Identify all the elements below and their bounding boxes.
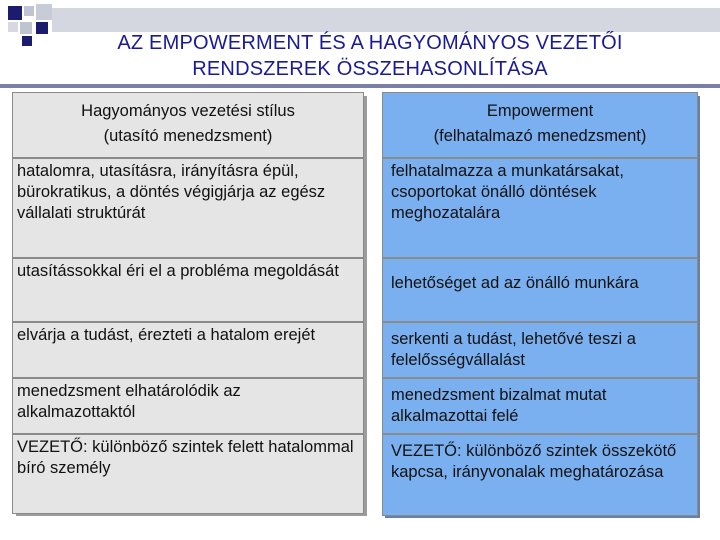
left-column-header [12,92,364,158]
slide-title-line1: AZ EMPOWERMENT ÉS A HAGYOMÁNYOS VEZETŐI [117,32,623,54]
left-cell-row3: elvárja a tudást, érezteti a hatalom erejét [12,322,364,378]
left-cell-row1: hatalomra, utasításra, irányításra épül, bürokratikus, a döntés végigjárja az egész vállalati struktúrát [12,158,364,258]
right-column-header [382,92,698,158]
decor-square-gray [24,6,34,16]
left-cell-row4: menedzsment elhatárolódik az alkalmazottaktól [12,378,364,434]
right-cell-row4: menedzsment bizalmat mutat alkalmazottai felé [382,378,698,434]
title-divider [0,84,720,88]
left-header-line2: (utasító menedzsment) [103,127,273,145]
left-cell-row5: VEZETŐ: különböző szintek felett hatalommal bíró személy [12,434,364,514]
title-bar [52,8,720,32]
right-header-line1: Empowerment [486,102,594,120]
left-header-line1: Hagyományos vezetési stílus [81,102,295,120]
left-cell-row2: utasítássokkal éri el a probléma megoldását [12,258,364,322]
decor-square-navy [8,6,22,20]
right-cell-row3: serkenti a tudást, lehetővé teszi a felelősségvállalást [382,322,698,378]
slide-title [20,30,720,82]
slide-title-line2: RENDSZEREK ÖSSZEHASONLÍTÁSA [192,58,548,80]
right-cell-row5: VEZETŐ: különböző szintek összekötő kapcsa, irányvonalak meghatározása [382,434,698,516]
decor-square-gray [36,4,52,20]
right-cell-row1: felhatalmazza a munkatársakat, csoportokat önálló döntések meghozatalára [382,158,698,258]
right-header-line2: (felhatalmazó menedzsment) [433,127,647,145]
decor-square-gray [8,22,18,32]
right-cell-row2: lehetőséget ad az önálló munkára [382,258,698,322]
